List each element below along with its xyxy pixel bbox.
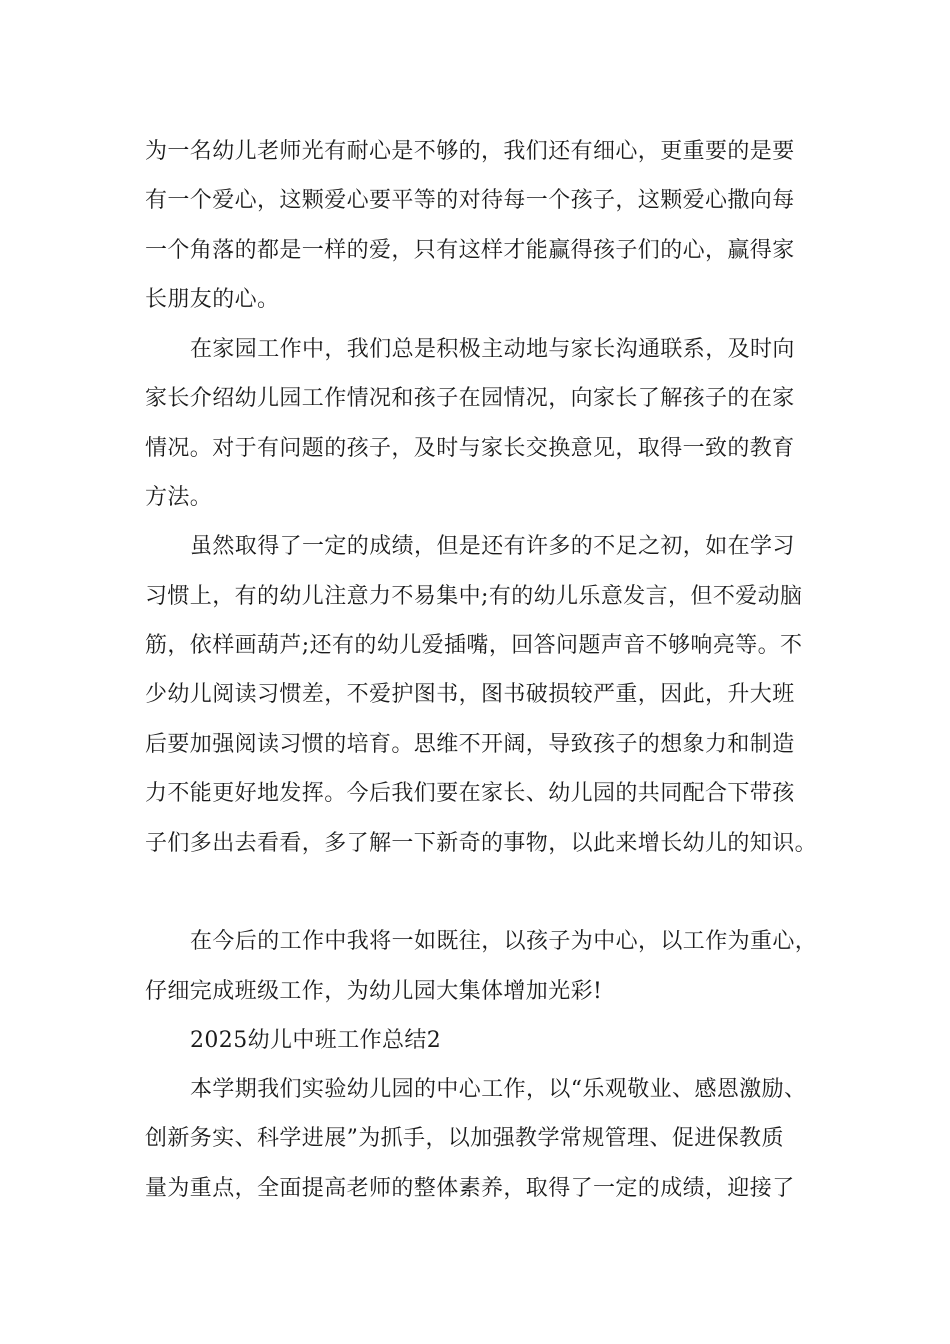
paragraph-line: 方法。: [145, 485, 213, 510]
paragraph-line: 虽然取得了一定的成绩，但是还有许多的不足之初，如在学习: [190, 534, 795, 559]
paragraph-line: 在今后的工作中我将一如既往，以孩子为中心，以工作为重心，: [190, 929, 818, 954]
paragraph-line: 筋，依样画葫芦;还有的幼儿爱插嘴，回答问题声音不够响亮等。不: [145, 633, 803, 658]
paragraph-line: 为一名幼儿老师光有耐心是不够的，我们还有细心，更重要的是要: [145, 139, 795, 164]
paragraph-line: 后要加强阅读习惯的培育。思维不开阔，导致孩子的想象力和制造: [145, 732, 795, 757]
paragraph-line: 情况。对于有问题的孩子，及时与家长交换意见，取得一致的教育: [145, 436, 795, 461]
paragraph-line: 力不能更好地发挥。今后我们要在家长、幼儿园的共同配合下带孩: [145, 781, 795, 806]
paragraph-line: 创新务实、科学进展”为抓手，以加强教学常规管理、促进保教质: [145, 1126, 784, 1151]
paragraph-line: 在家园工作中，我们总是积极主动地与家长沟通联系，及时向: [190, 337, 795, 362]
paragraph-line: 量为重点，全面提高老师的整体素养，取得了一定的成绩，迎接了: [145, 1176, 795, 1201]
paragraph-line: 仔细完成班级工作，为幼儿园大集体增加光彩!: [145, 979, 603, 1004]
paragraph-line: 习惯上，有的幼儿注意力不易集中;有的幼儿乐意发言，但不爱动脑: [145, 584, 803, 609]
paragraph-line: 子们多出去看看，多了解一下新奇的事物，以此来增长幼儿的知识。: [145, 831, 818, 856]
paragraph-line: 一个角落的都是一样的爱，只有这样才能赢得孩子们的心，赢得家: [145, 238, 795, 263]
paragraph-line: 家长介绍幼儿园工作情况和孩子在园情况，向家长了解孩子的在家: [145, 386, 795, 411]
paragraph-line: 少幼儿阅读习惯差，不爱护图书，图书破损较严重，因此，升大班: [145, 682, 795, 707]
paragraph-line: 长朋友的心。: [145, 287, 280, 312]
section-heading: 2025幼儿中班工作总结2: [190, 1028, 442, 1053]
paragraph-line: 本学期我们实验幼儿园的中心工作，以“乐观敬业、感恩激励、: [190, 1077, 807, 1102]
paragraph-line: 有一个爱心，这颗爱心要平等的对待每一个孩子，这颗爱心撒向每: [145, 188, 795, 213]
